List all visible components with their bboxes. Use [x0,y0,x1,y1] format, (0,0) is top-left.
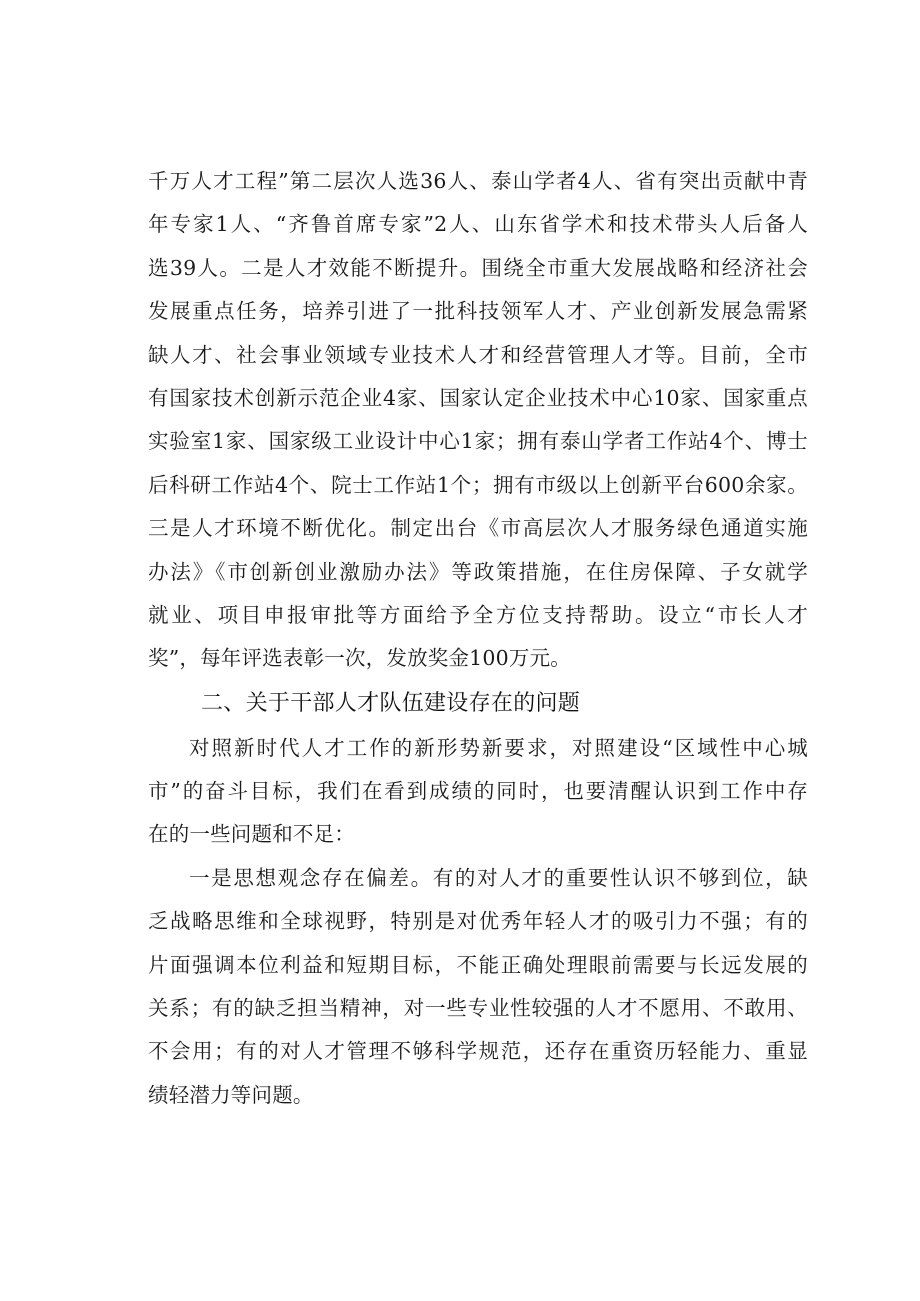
text-line: 三是人才环境不断优化。制定出台《市高层次人才服务绿色通道实施 [148,516,808,541]
text-line: 选39人。二是人才效能不断提升。围绕全市重大发展战略和经济社会 [148,255,808,280]
text-line: 奖”，每年评选表彰一次，发放奖金100万元。 [148,646,572,671]
text-line: 市”的奋斗目标，我们在看到成绩的同时，也要清醒认识到工作中存 [148,779,808,804]
paragraph-ideology-problem [148,857,808,1117]
text-line: 绩轻潜力等问题。 [148,1082,314,1107]
text-line: 不会用；有的对人才管理不够科学规范，还存在重资历轻能力、重显 [148,1039,808,1064]
text-line: 办法》《市创新创业激励办法》等政策措施，在住房保障、子女就学 [148,559,808,584]
text-line: 缺人才、社会事业领域专业技术人才和经营管理人才等。目前，全市 [148,342,808,367]
text-line: 千万人才工程”第二层次人选36人、泰山学者4人、省有突出贡献中青 [148,169,808,193]
text-line: 发展重点任务，培养引进了一批科技领军人才、产业创新发展急需紧 [148,299,808,324]
section-heading: 二、关于干部人才队伍建设存在的问题 [201,690,581,716]
text-line: 实验室1家、国家级工业设计中心1家；拥有泰山学者工作站4个、博士 [148,429,808,454]
text-line: 乏战略思维和全球视野，特别是对优秀年轻人才的吸引力不强；有的 [148,909,808,934]
text-line: 关系；有的缺乏担当精神，对一些专业性较强的人才不愿用、不敢用、 [148,996,808,1021]
text-line: 后科研工作站4个、院士工作站1个；拥有市级以上创新平台600余家。 [148,472,808,497]
paragraph-talent-achievements [148,160,808,681]
text-line: 在的一些问题和不足： [148,822,355,847]
text-line: 年专家1人、“齐鲁首席专家”2人、山东省学术和技术带头人后备人 [148,212,808,237]
text-line: 一是思想观念存在偏差。有的对人才的重要性认识不够到位，缺 [189,865,808,890]
text-line: 就业、项目申报审批等方面给予全方位支持帮助。设立“市长人才 [148,602,808,627]
paragraph-intro-problems [148,727,808,857]
text-line: 对照新时代人才工作的新形势新要求，对照建设“区域性中心城 [189,735,808,760]
text-line: 有国家技术创新示范企业4家、国家认定企业技术中心10家、国家重点 [148,385,808,410]
document-body [148,160,808,1117]
text-line: 片面强调本位利益和短期目标，不能正确处理眼前需要与长远发展的 [148,952,808,977]
